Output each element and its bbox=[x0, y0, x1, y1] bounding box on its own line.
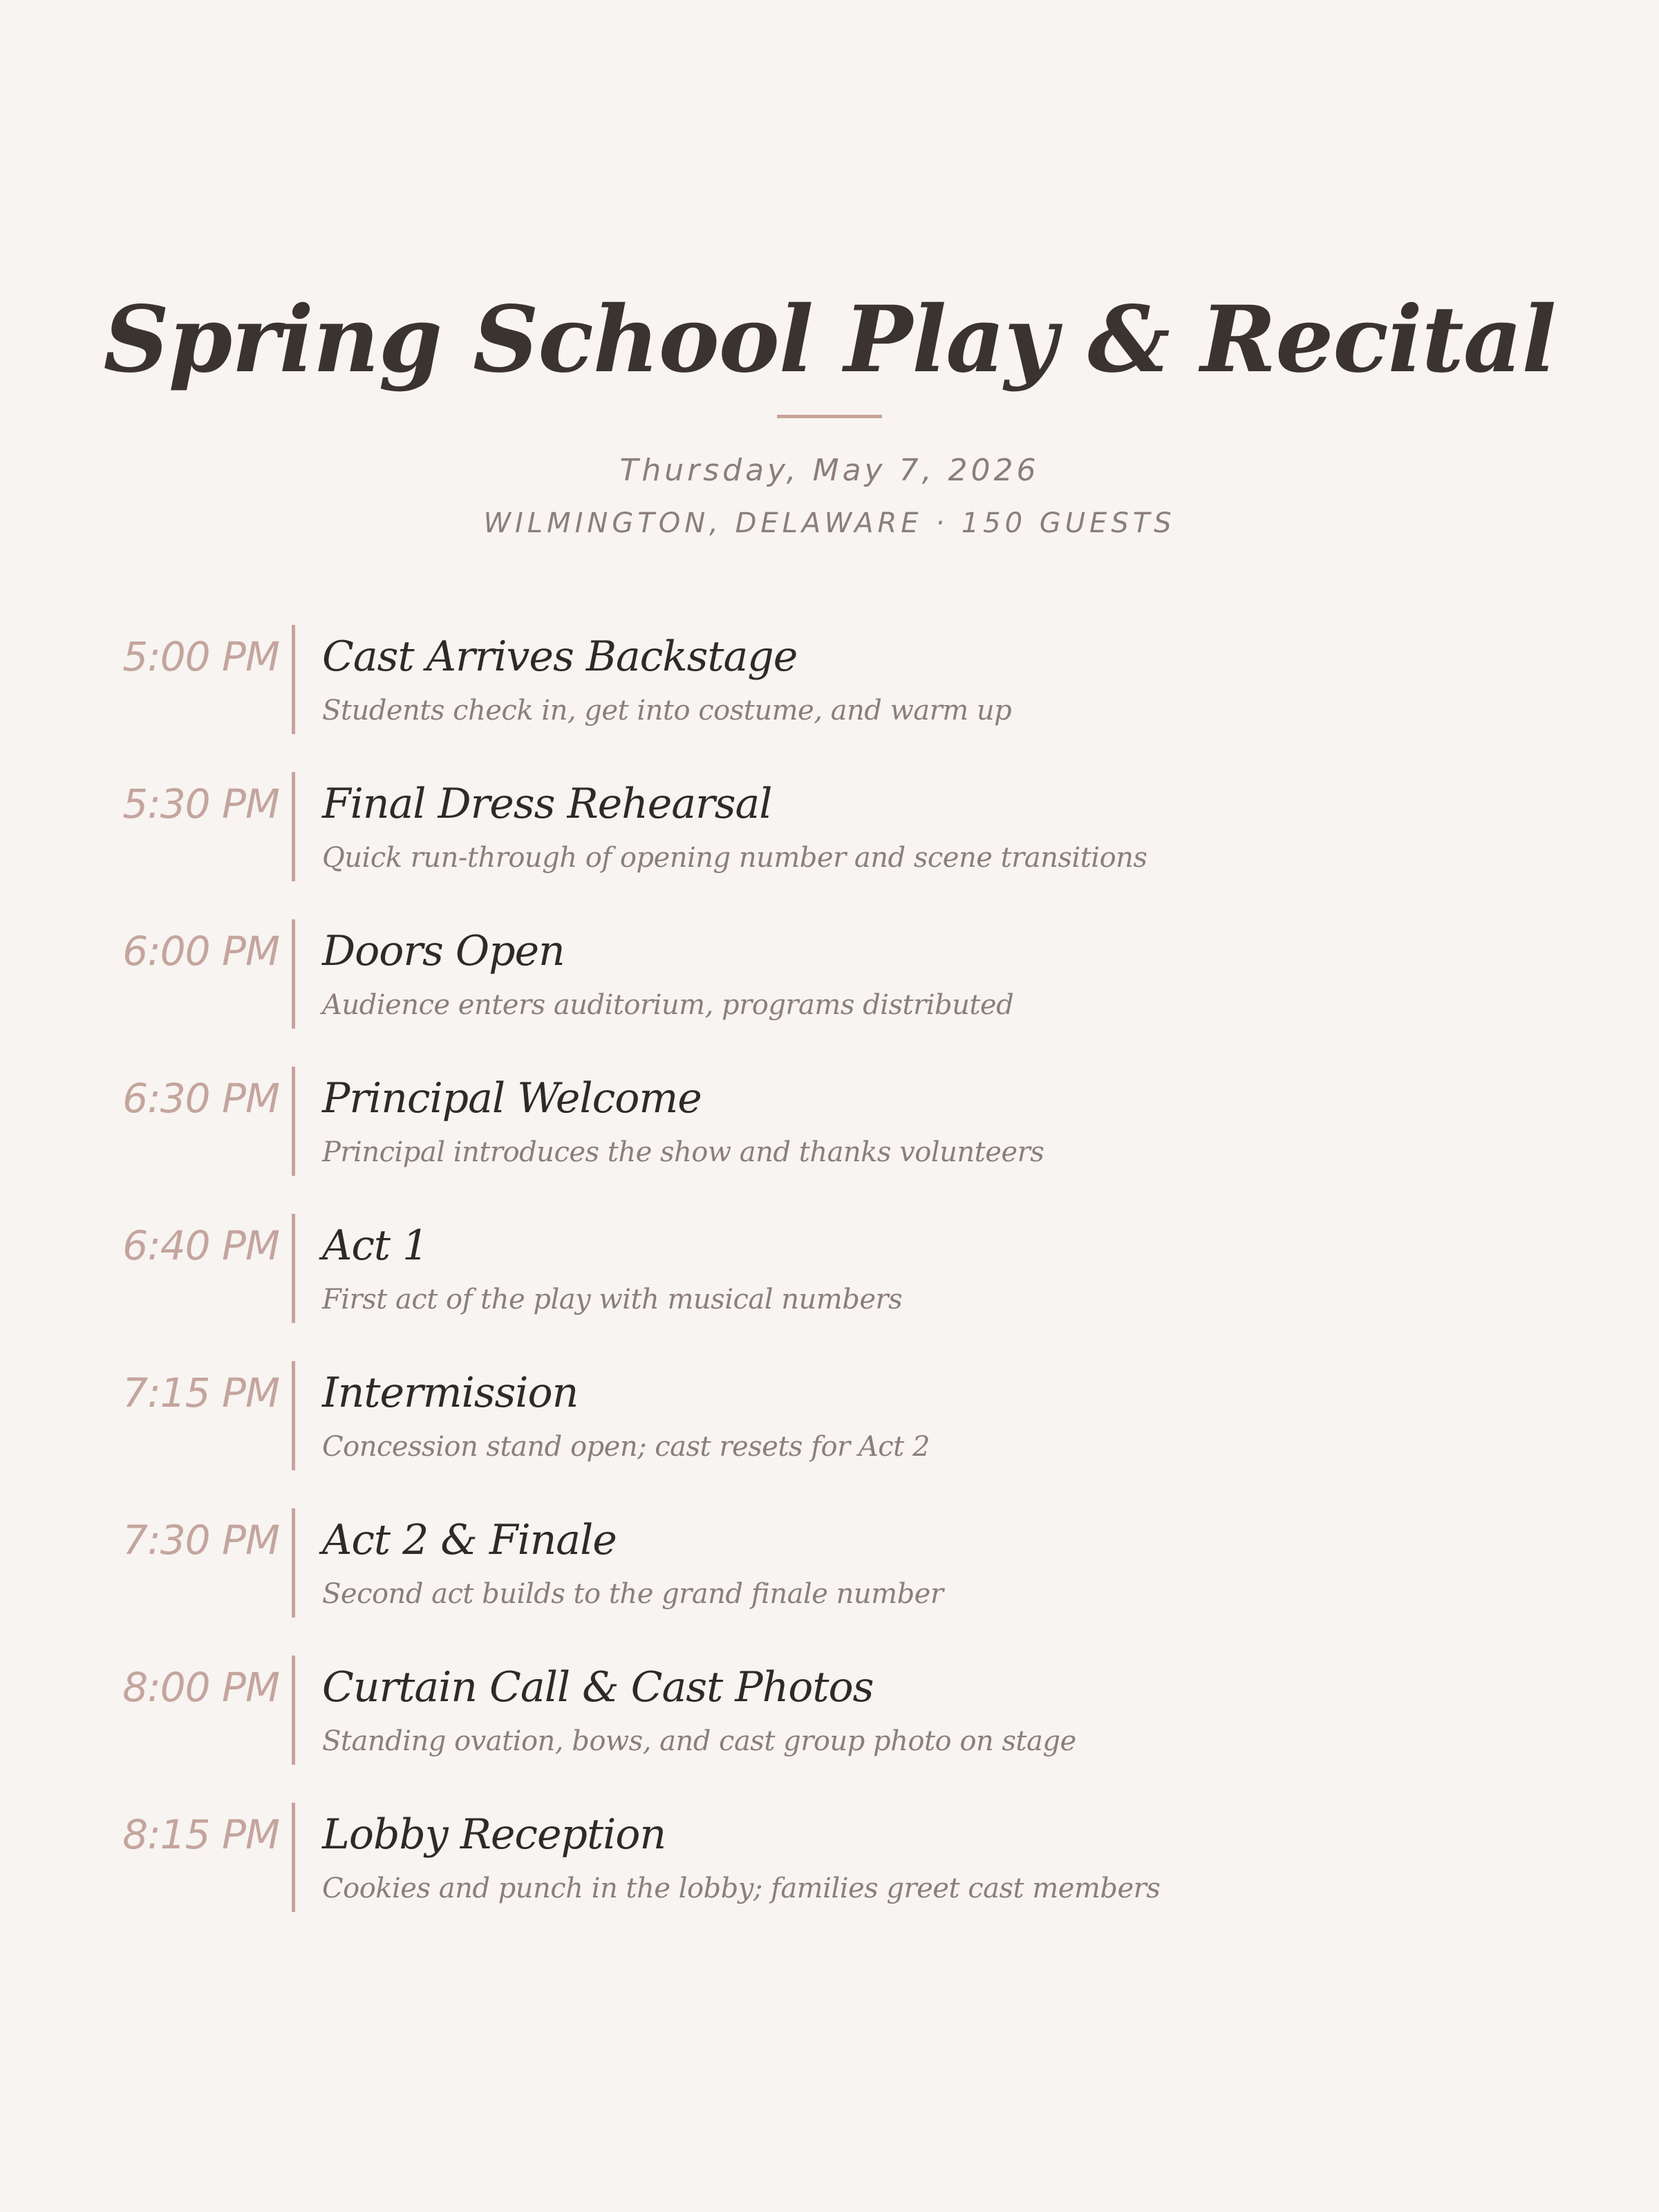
event-description: Standing ovation, bows, and cast group photo on stage bbox=[322, 1725, 1076, 1757]
event-time: 5:00 PM bbox=[122, 633, 279, 680]
event-description: Concession stand open; cast resets for Act 2 bbox=[322, 1431, 930, 1463]
schedule-list bbox=[0, 625, 1659, 1950]
schedule-item bbox=[0, 919, 1659, 1067]
timeline-rule bbox=[292, 1803, 295, 1912]
event-time: 8:00 PM bbox=[122, 1664, 279, 1711]
title-divider bbox=[777, 415, 882, 418]
event-description: Cookies and punch in the lobby; families greet cast members bbox=[322, 1873, 1161, 1904]
timeline-rule bbox=[292, 1214, 295, 1323]
event-title: Principal Welcome bbox=[322, 1074, 702, 1123]
schedule-item bbox=[0, 1656, 1659, 1803]
event-time: 8:15 PM bbox=[122, 1811, 279, 1858]
page-title: Spring School Play & Recital bbox=[103, 286, 1556, 393]
event-description: Quick run-through of opening number and scene transitions bbox=[322, 842, 1147, 874]
event-title: Lobby Reception bbox=[322, 1810, 666, 1859]
event-time: 6:00 PM bbox=[122, 928, 279, 975]
event-time: 6:40 PM bbox=[122, 1222, 279, 1269]
timeline-rule bbox=[292, 919, 295, 1029]
event-description: First act of the play with musical numbers bbox=[322, 1284, 903, 1315]
event-date: Thursday, May 7, 2026 bbox=[619, 453, 1040, 488]
timeline-rule bbox=[292, 1067, 295, 1176]
event-description: Students check in, get into costume, and warm up bbox=[322, 695, 1012, 727]
event-title: Final Dress Rehearsal bbox=[322, 780, 772, 828]
timeline-rule bbox=[292, 1361, 295, 1470]
schedule-item bbox=[0, 1803, 1659, 1950]
timeline-rule bbox=[292, 772, 295, 881]
event-description: Principal introduces the show and thanks volunteers bbox=[322, 1136, 1044, 1168]
event-time: 7:15 PM bbox=[122, 1369, 279, 1416]
timeline-rule bbox=[292, 625, 295, 734]
timeline-rule bbox=[292, 1656, 295, 1765]
schedule-item bbox=[0, 772, 1659, 919]
schedule-item bbox=[0, 625, 1659, 772]
event-time: 5:30 PM bbox=[122, 780, 279, 827]
event-title: Cast Arrives Backstage bbox=[322, 632, 798, 681]
event-title: Doors Open bbox=[322, 927, 565, 975]
event-description: Second act builds to the grand finale number bbox=[322, 1578, 944, 1610]
event-location: WILMINGTON, DELAWARE · 150 GUESTS bbox=[483, 507, 1176, 539]
timeline-rule bbox=[292, 1508, 295, 1618]
schedule-item bbox=[0, 1361, 1659, 1508]
event-title: Curtain Call & Cast Photos bbox=[322, 1663, 874, 1712]
event-time: 6:30 PM bbox=[122, 1075, 279, 1122]
event-title: Act 1 bbox=[322, 1221, 429, 1270]
schedule-item bbox=[0, 1214, 1659, 1361]
event-title: Act 2 & Finale bbox=[322, 1516, 617, 1564]
event-time: 7:30 PM bbox=[122, 1517, 279, 1564]
schedule-item bbox=[0, 1067, 1659, 1214]
event-description: Audience enters auditorium, programs distributed bbox=[322, 989, 1014, 1021]
schedule-item bbox=[0, 1508, 1659, 1656]
event-title: Intermission bbox=[322, 1369, 579, 1417]
